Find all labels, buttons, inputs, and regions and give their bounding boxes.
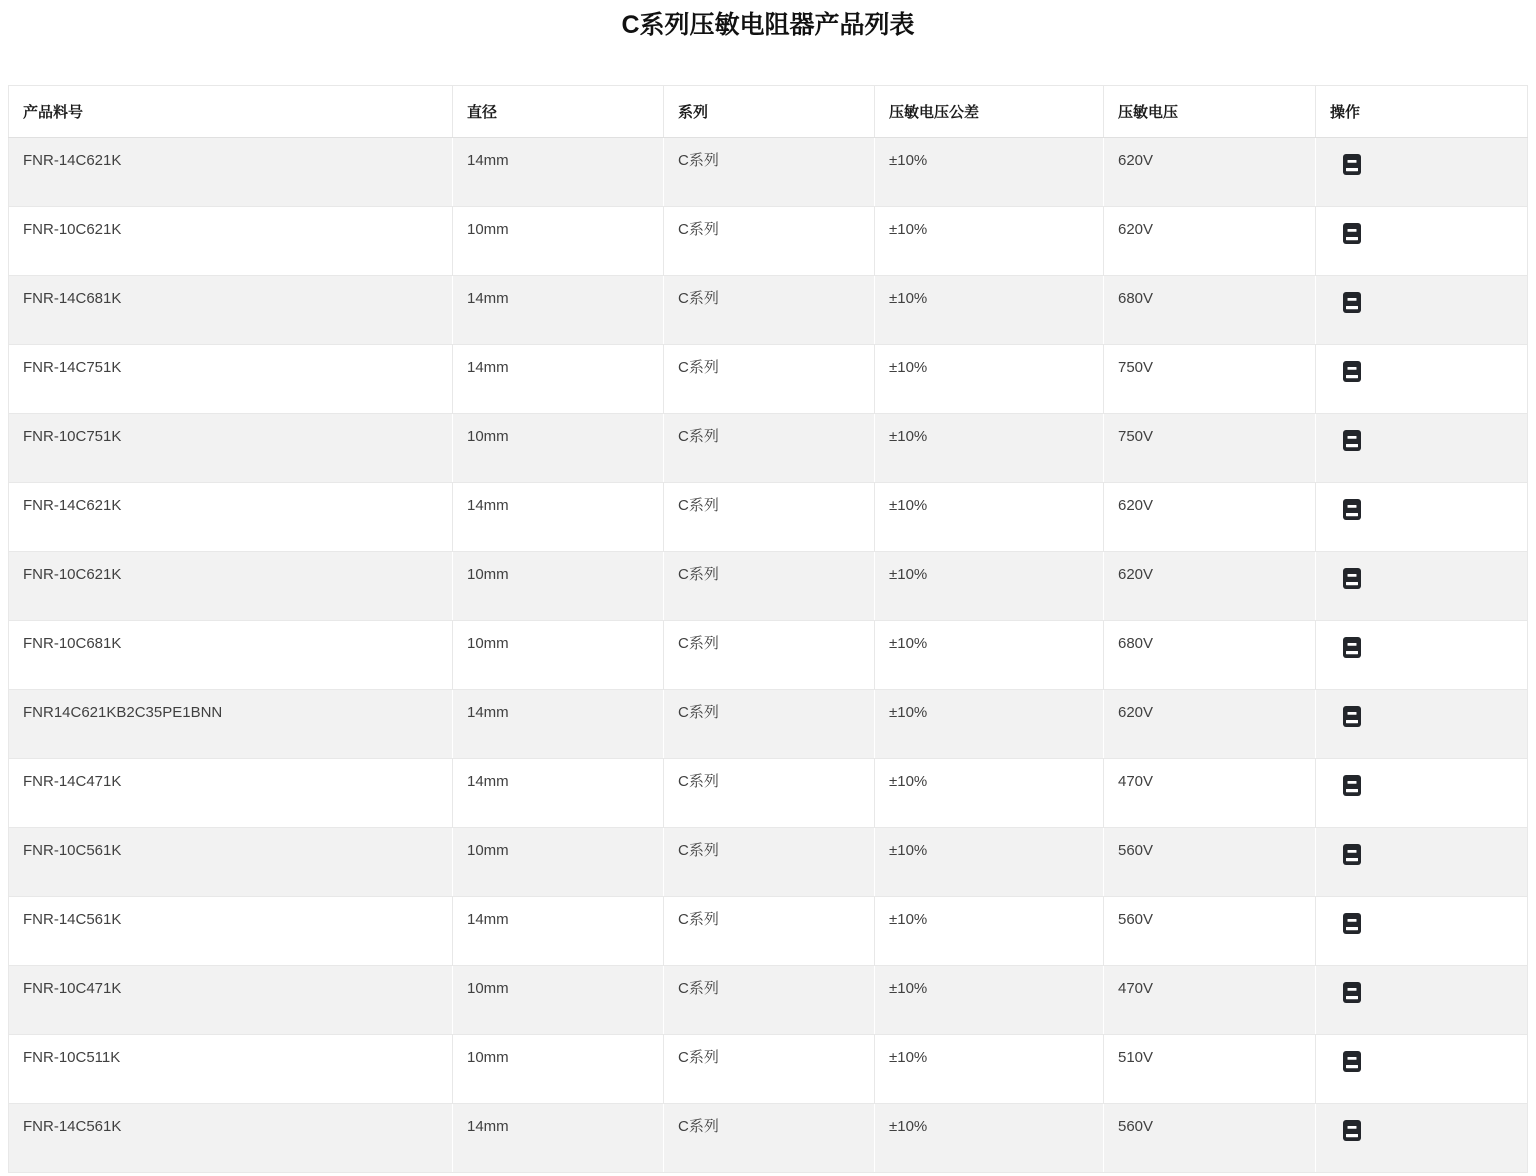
cell-diameter: 10mm (453, 552, 664, 621)
cell-tolerance: ±10% (875, 138, 1104, 207)
table-header-row (9, 86, 1528, 138)
cell-voltage: 470V (1104, 759, 1316, 828)
cell-tolerance: ±10% (875, 828, 1104, 897)
table-row (9, 552, 1528, 621)
table-row (9, 276, 1528, 345)
cell-diameter: 10mm (453, 966, 664, 1035)
cell-part-number: FNR-10C621K (9, 207, 453, 276)
cell-series: C系列 (664, 414, 875, 483)
document-list-icon (1343, 1051, 1361, 1072)
table-row (9, 690, 1528, 759)
product-table-container (8, 85, 1528, 1173)
cell-series: C系列 (664, 828, 875, 897)
cell-action (1316, 1035, 1528, 1104)
cell-part-number: FNR-10C681K (9, 621, 453, 690)
cell-diameter: 14mm (453, 483, 664, 552)
cell-diameter: 14mm (453, 345, 664, 414)
cell-tolerance: ±10% (875, 276, 1104, 345)
cell-action (1316, 414, 1528, 483)
cell-tolerance: ±10% (875, 897, 1104, 966)
table-row (9, 207, 1528, 276)
cell-action (1316, 897, 1528, 966)
cell-tolerance: ±10% (875, 690, 1104, 759)
cell-part-number: FNR-10C511K (9, 1035, 453, 1104)
document-list-icon (1343, 568, 1361, 589)
document-list-icon (1343, 499, 1361, 520)
column-header-series: 系列 (664, 86, 875, 138)
cell-voltage: 560V (1104, 897, 1316, 966)
cell-tolerance: ±10% (875, 414, 1104, 483)
cell-voltage: 750V (1104, 345, 1316, 414)
cell-part-number: FNR-14C621K (9, 483, 453, 552)
cell-tolerance: ±10% (875, 759, 1104, 828)
cell-series: C系列 (664, 897, 875, 966)
cell-part-number: FNR-14C561K (9, 897, 453, 966)
cell-part-number: FNR-14C681K (9, 276, 453, 345)
view-details-button[interactable] (1343, 568, 1361, 589)
cell-action (1316, 138, 1528, 207)
cell-action (1316, 345, 1528, 414)
view-details-button[interactable] (1343, 706, 1361, 727)
cell-action (1316, 276, 1528, 345)
page-title: C系列压敏电阻器产品列表 (621, 11, 915, 39)
document-list-icon (1343, 637, 1361, 658)
cell-voltage: 620V (1104, 207, 1316, 276)
view-details-button[interactable] (1343, 982, 1361, 1003)
cell-action (1316, 759, 1528, 828)
table-row (9, 1104, 1528, 1173)
cell-part-number: FNR-10C561K (9, 828, 453, 897)
view-details-button[interactable] (1343, 1051, 1361, 1072)
table-header (9, 86, 1528, 138)
cell-part-number: FNR-14C621K (9, 138, 453, 207)
cell-series: C系列 (664, 759, 875, 828)
cell-action (1316, 966, 1528, 1035)
cell-action (1316, 552, 1528, 621)
cell-part-number: FNR-14C561K (9, 1104, 453, 1173)
cell-series: C系列 (664, 138, 875, 207)
cell-diameter: 10mm (453, 207, 664, 276)
table-row (9, 1035, 1528, 1104)
cell-part-number: FNR-14C751K (9, 345, 453, 414)
view-details-button[interactable] (1343, 1120, 1361, 1141)
document-list-icon (1343, 844, 1361, 865)
cell-tolerance: ±10% (875, 552, 1104, 621)
column-header-part-number: 产品料号 (9, 86, 453, 138)
cell-voltage: 620V (1104, 552, 1316, 621)
table-row (9, 897, 1528, 966)
table-row (9, 483, 1528, 552)
cell-tolerance: ±10% (875, 207, 1104, 276)
cell-diameter: 14mm (453, 690, 664, 759)
cell-series: C系列 (664, 345, 875, 414)
cell-action (1316, 621, 1528, 690)
cell-tolerance: ±10% (875, 621, 1104, 690)
cell-tolerance: ±10% (875, 966, 1104, 1035)
cell-diameter: 10mm (453, 828, 664, 897)
cell-part-number: FNR-10C471K (9, 966, 453, 1035)
document-list-icon (1343, 913, 1361, 934)
view-details-button[interactable] (1343, 361, 1361, 382)
cell-diameter: 14mm (453, 276, 664, 345)
column-header-action: 操作 (1316, 86, 1528, 138)
cell-voltage: 750V (1104, 414, 1316, 483)
document-list-icon (1343, 1120, 1361, 1141)
cell-diameter: 14mm (453, 138, 664, 207)
table-row (9, 345, 1528, 414)
view-details-button[interactable] (1343, 913, 1361, 934)
cell-series: C系列 (664, 276, 875, 345)
document-list-icon (1343, 982, 1361, 1003)
cell-action (1316, 483, 1528, 552)
table-row (9, 621, 1528, 690)
cell-tolerance: ±10% (875, 1035, 1104, 1104)
product-table (8, 85, 1528, 1173)
cell-series: C系列 (664, 483, 875, 552)
view-details-button[interactable] (1343, 499, 1361, 520)
table-row (9, 138, 1528, 207)
view-details-button[interactable] (1343, 775, 1361, 796)
cell-series: C系列 (664, 1104, 875, 1173)
cell-voltage: 620V (1104, 138, 1316, 207)
cell-series: C系列 (664, 966, 875, 1035)
table-row (9, 759, 1528, 828)
table-row (9, 414, 1528, 483)
document-list-icon (1343, 775, 1361, 796)
cell-diameter: 14mm (453, 897, 664, 966)
table-row (9, 828, 1528, 897)
cell-part-number: FNR-10C621K (9, 552, 453, 621)
cell-action (1316, 690, 1528, 759)
cell-diameter: 10mm (453, 1035, 664, 1104)
cell-voltage: 560V (1104, 828, 1316, 897)
document-list-icon (1343, 223, 1361, 244)
cell-tolerance: ±10% (875, 1104, 1104, 1173)
cell-action (1316, 1104, 1528, 1173)
cell-diameter: 14mm (453, 1104, 664, 1173)
cell-voltage: 560V (1104, 1104, 1316, 1173)
view-details-button[interactable] (1343, 292, 1361, 313)
table-body (9, 138, 1528, 1173)
cell-series: C系列 (664, 207, 875, 276)
cell-diameter: 10mm (453, 414, 664, 483)
cell-voltage: 620V (1104, 483, 1316, 552)
column-header-voltage: 压敏电压 (1104, 86, 1316, 138)
view-details-button[interactable] (1343, 844, 1361, 865)
cell-voltage: 510V (1104, 1035, 1316, 1104)
cell-series: C系列 (664, 621, 875, 690)
cell-action (1316, 207, 1528, 276)
cell-part-number: FNR-14C471K (9, 759, 453, 828)
table-row (9, 966, 1528, 1035)
cell-tolerance: ±10% (875, 345, 1104, 414)
document-list-icon (1343, 154, 1361, 175)
cell-series: C系列 (664, 690, 875, 759)
cell-voltage: 470V (1104, 966, 1316, 1035)
cell-part-number: FNR-10C751K (9, 414, 453, 483)
column-header-tolerance: 压敏电压公差 (875, 86, 1104, 138)
cell-series: C系列 (664, 552, 875, 621)
cell-diameter: 14mm (453, 759, 664, 828)
cell-series: C系列 (664, 1035, 875, 1104)
view-details-button[interactable] (1343, 154, 1361, 175)
cell-part-number: FNR14C621KB2C35PE1BNN (9, 690, 453, 759)
document-list-icon (1343, 706, 1361, 727)
view-details-button[interactable] (1343, 223, 1361, 244)
document-list-icon (1343, 430, 1361, 451)
cell-voltage: 620V (1104, 690, 1316, 759)
document-list-icon (1343, 361, 1361, 382)
column-header-diameter: 直径 (453, 86, 664, 138)
cell-action (1316, 828, 1528, 897)
cell-diameter: 10mm (453, 621, 664, 690)
cell-voltage: 680V (1104, 276, 1316, 345)
cell-tolerance: ±10% (875, 483, 1104, 552)
cell-voltage: 680V (1104, 621, 1316, 690)
view-details-button[interactable] (1343, 637, 1361, 658)
view-details-button[interactable] (1343, 430, 1361, 451)
document-list-icon (1343, 292, 1361, 313)
